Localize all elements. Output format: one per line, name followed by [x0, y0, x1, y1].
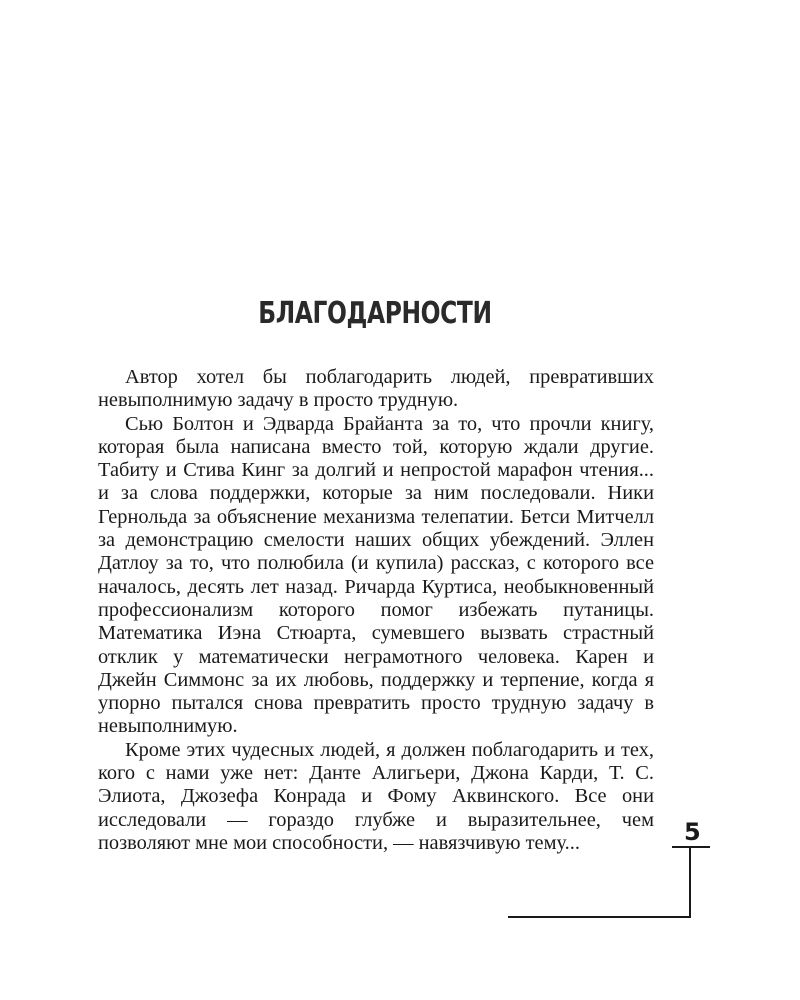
paragraph-2: Сью Болтон и Эдварда Брайанта за то, что прочли книгу, которая была написана вместо той, которую ждали другие. Табиту и Стива Кинг за долгий и непростой марафон чтения... и за слова поддержки, которые за ним последовали. Ники Гернольда за объяснение механизма телепатии. Бетси Митчелл за демонстрацию смелости наших общих убеждений. Эллен Датлоу за то, что полюбила (и купила) рассказ, с которого все началось, десять лет назад. Ричарда Куртиса, необыкновенный профессионализм которого помог избежать путаницы. Математика Иэна Стюарта, сумевшего вызвать страстный отклик у математически неграмотного человека. Карен и Джейн Симмонс за их любовь, поддержку и терпение, когда я упорно пытался снова превратить просто трудную задачу в невыполнимую. — [98, 412, 654, 738]
page-number: 5 — [684, 818, 701, 846]
paragraph-1: Автор хотел бы поблагодарить людей, превративших невыполнимую задачу в просто трудную. — [98, 366, 654, 412]
body-text — [98, 366, 654, 855]
paragraph-3: Кроме этих чудесных людей, я должен поблагодарить и тех, кого с нами уже нет: Данте Алигьери, Джона Карди, Т. С. Элиота, Джозефа Конрада и Фому Аквинского. Все они исследовали — гораздо глубже и выразительнее, чем позволяют мне мои способности, — навязчивую тему... — [98, 738, 654, 854]
chapter-title: БЛАГОДАРНОСТИ — [258, 296, 492, 331]
folio-rule-bottom — [508, 916, 691, 918]
folio-rule-vertical — [689, 846, 691, 918]
folio-rule-top — [672, 846, 710, 848]
